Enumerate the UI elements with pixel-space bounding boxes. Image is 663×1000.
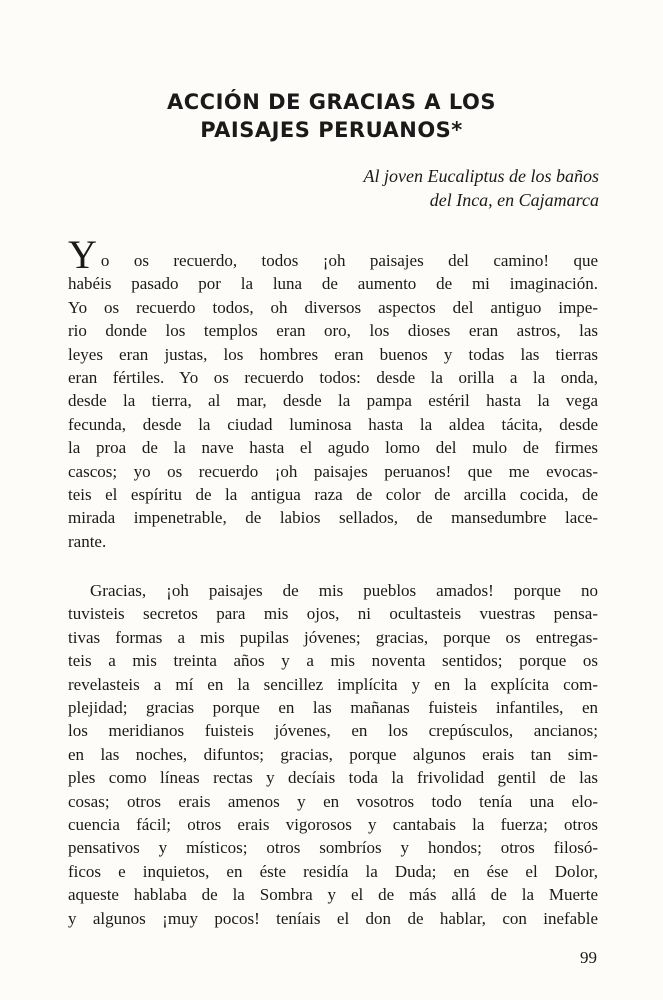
- text-line: ficos e inquietos, en éste residía la Duda; en ése el Dolor,: [68, 861, 598, 881]
- text-line: aqueste hablaba de la Sombra y el de más allá de la Muerte: [68, 885, 598, 905]
- text-line: cascos; yo os recuerdo ¡oh paisajes peruanos! que me evocas-: [68, 461, 598, 481]
- text-line: cosas; otros erais amenos y en vosotros todo tenía una elo-: [68, 791, 598, 811]
- text-line: ples como líneas rectas y decíais toda la frivolidad gentil de las: [68, 768, 598, 788]
- drop-cap: Y: [68, 232, 97, 277]
- text-line: teis a mis treinta años y a mis noventa sentidos; porque os: [68, 651, 598, 671]
- text-line: plejidad; gracias porque en las mañanas fuisteis infantiles, en: [68, 698, 598, 718]
- text-line: tuvisteis secretos para mis ojos, ni ocultasteis vuestras pensa-: [68, 604, 598, 624]
- text-line: mirada impenetrable, de labios sellados, de mansedumbre lace-: [68, 508, 598, 528]
- text-line: cuencia fácil; otros erais vigorosos y cantabais la fuerza; otros: [68, 815, 598, 835]
- dedication-line-1: Al joven Eucaliptus de los baños: [363, 166, 599, 186]
- title-line-2: PAISAJES PERUANOS*: [200, 118, 463, 142]
- text-line: tivas formas a mis pupilas jóvenes; gracias, porque os entregas-: [68, 627, 598, 647]
- text-line: la proa de la nave hasta el agudo lomo del mulo de firmes: [68, 438, 598, 458]
- text-line: Gracias, ¡oh paisajes de mis pueblos amados! porque no: [90, 581, 598, 600]
- text-line: eran fértiles. Yo os recuerdo todos: desde la orilla a la onda,: [68, 368, 598, 388]
- page-number: 99: [580, 948, 597, 967]
- paragraph-1: [68, 232, 598, 553]
- paragraph-2: [68, 579, 598, 930]
- dedication: [179, 164, 599, 212]
- text-line: rio donde los templos eran oro, los dioses eran astros, las: [68, 321, 598, 341]
- text-line: fecunda, desde la ciudad luminosa hasta la aldea tácita, desde: [68, 414, 598, 434]
- text-line: los meridianos fuisteis jóvenes, en los crepúsculos, ancianos;: [68, 721, 598, 741]
- text-line: Yo os recuerdo todos, oh diversos aspectos del antiguo impe-: [68, 297, 598, 317]
- first-line-text: o os recuerdo, todos ¡oh paisajes del camino! que: [100, 251, 598, 270]
- text-line: en las noches, difuntos; gracias, porque algunos erais tan sim-: [68, 744, 598, 764]
- text-line: leyes eran justas, los hombres eran buenos y todas las tierras: [68, 344, 598, 364]
- text-line: desde la tierra, al mar, desde la pampa estéril hasta la vega: [68, 391, 598, 411]
- text-line: rante.: [68, 531, 107, 551]
- text-line: y algunos ¡muy pocos! teníais el don de hablar, con inefable: [68, 908, 598, 928]
- text-line: teis el espíritu de la antigua raza de color de arcilla cocida, de: [68, 485, 598, 505]
- text-line: revelasteis a mí en la sencillez implícita y en la explícita com-: [68, 674, 598, 694]
- chapter-title: [0, 88, 663, 144]
- title-line-1: ACCIÓN DE GRACIAS A LOS: [167, 90, 496, 114]
- dedication-line-2: del Inca, en Cajamarca: [429, 190, 599, 210]
- text-line: pensativos y místicos; otros sombríos y hondos; otros filosó-: [68, 838, 598, 858]
- text-line: habéis pasado por la luna de aumento de mi imaginación.: [68, 274, 598, 294]
- paragraph-1-first-line: [68, 232, 598, 277]
